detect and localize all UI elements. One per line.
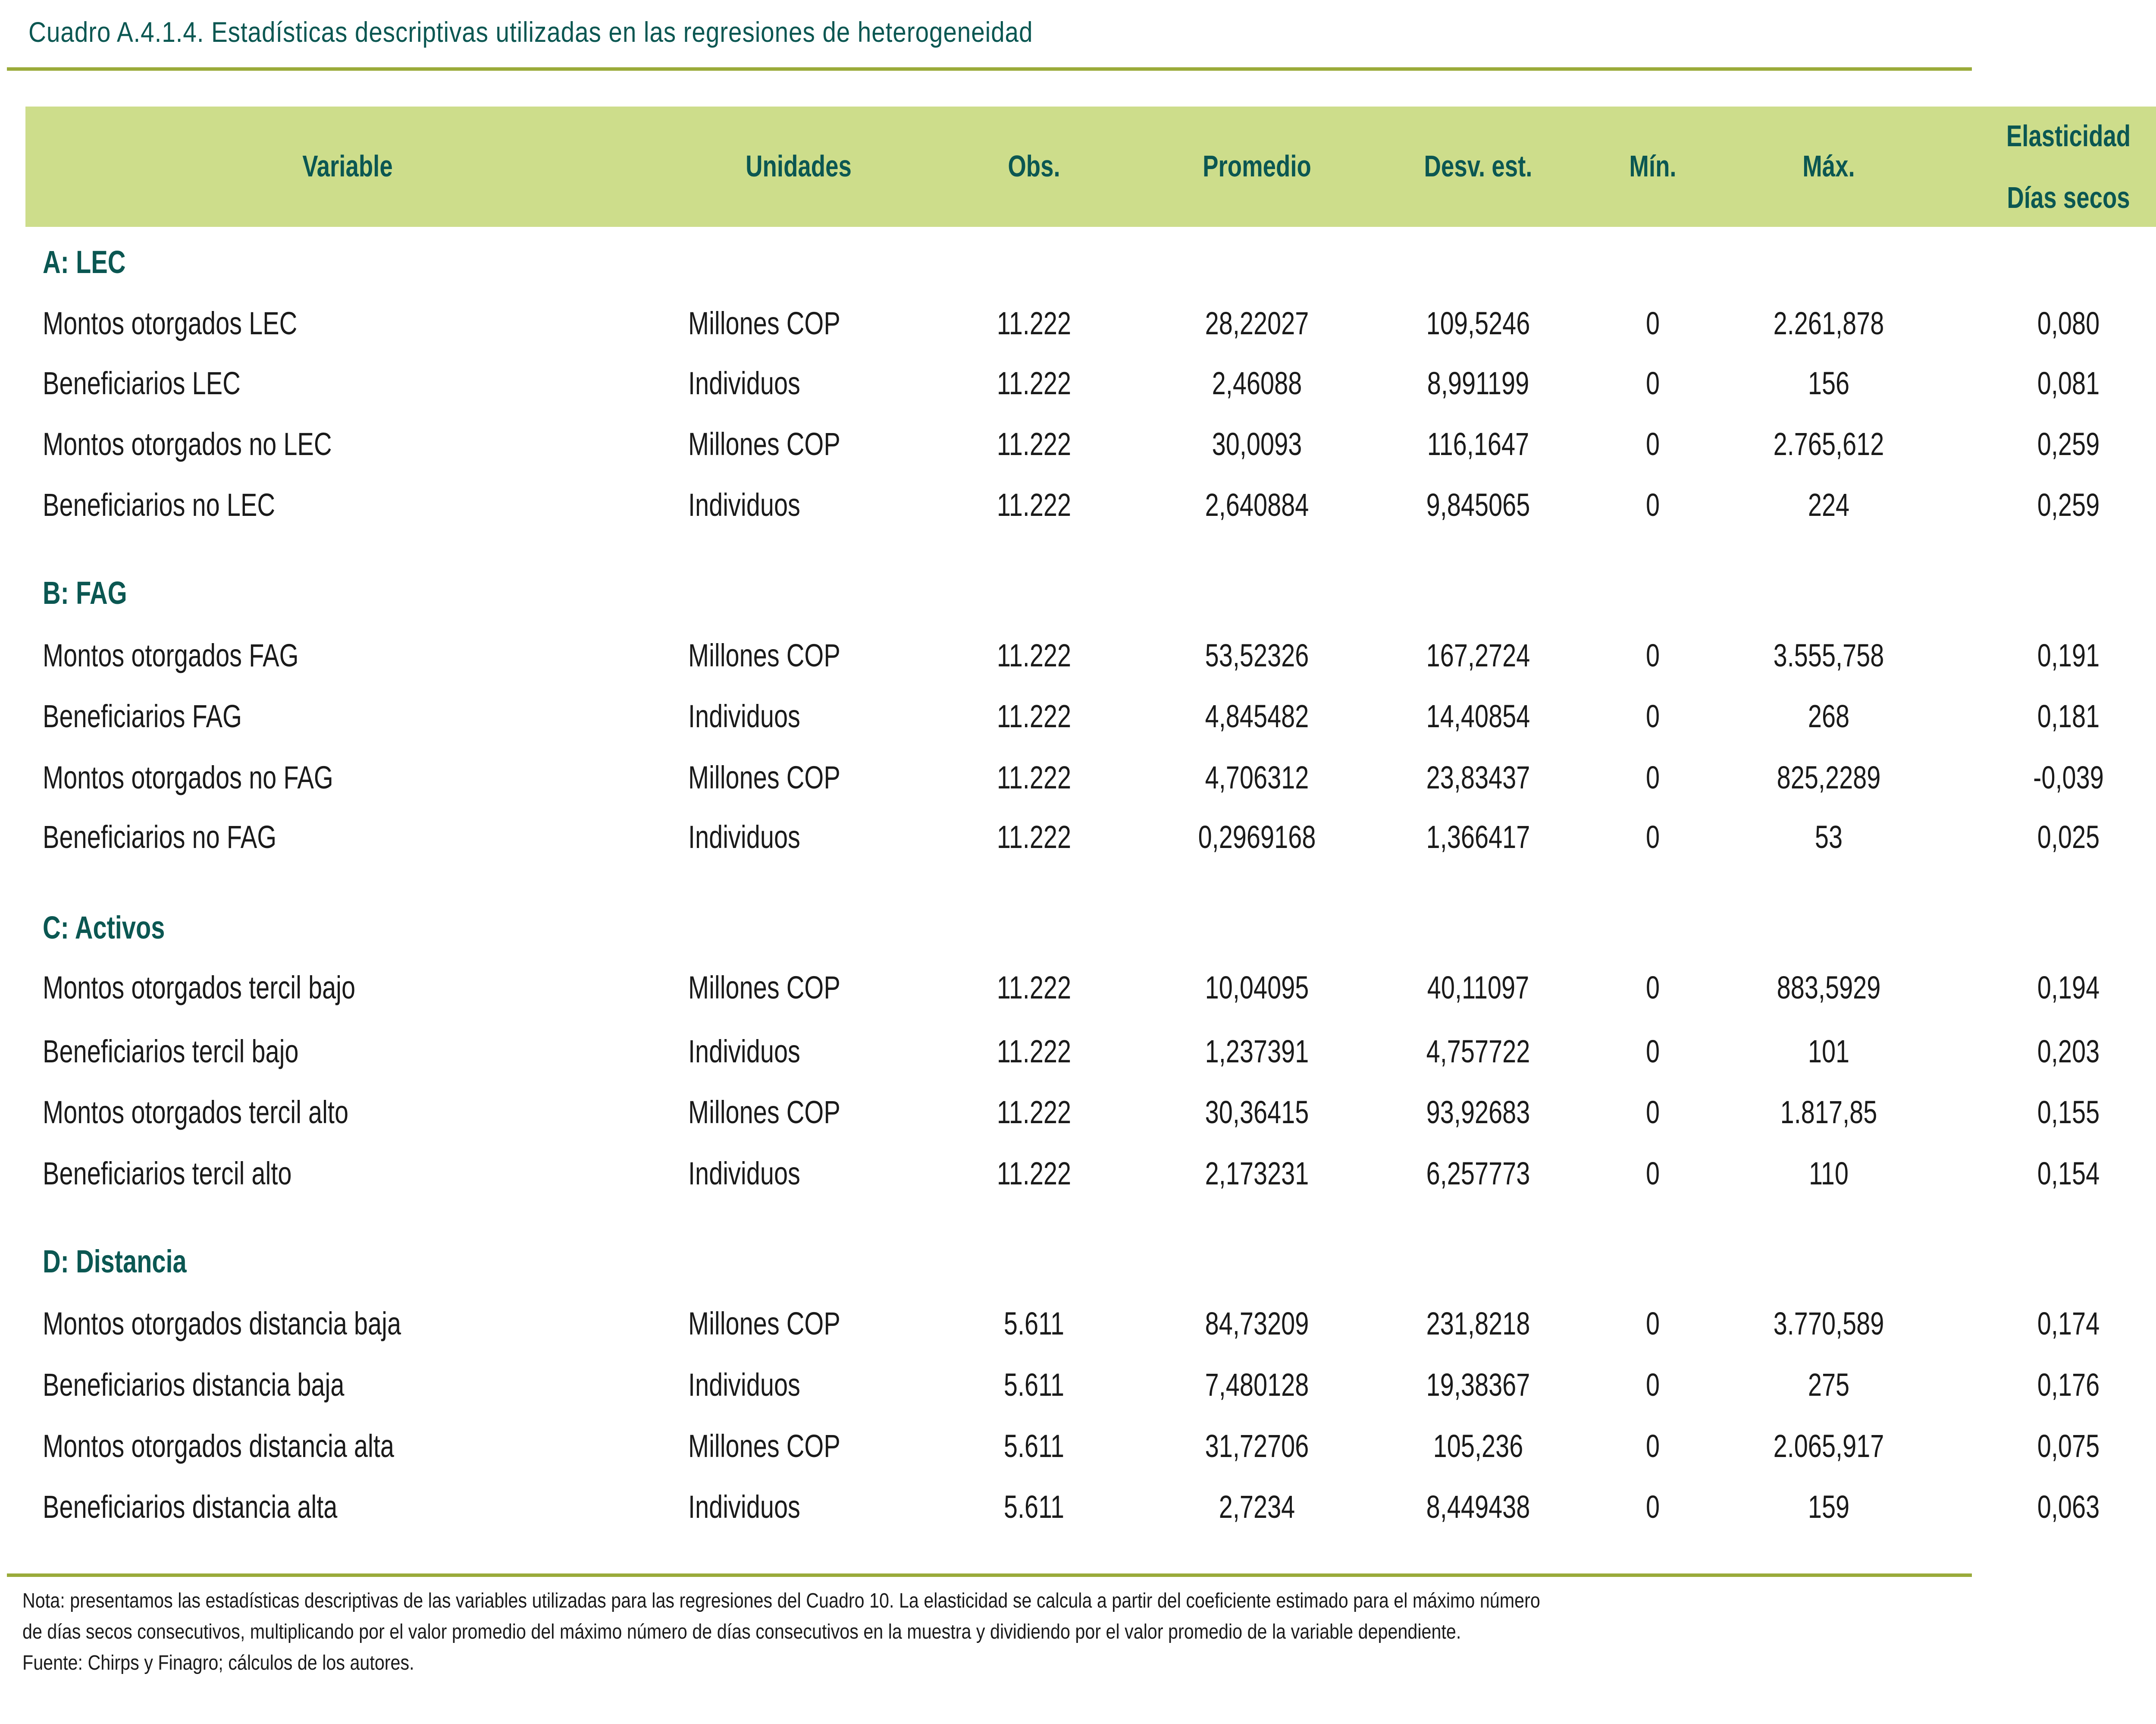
cell-max: 2.765,612 xyxy=(1773,426,1884,462)
cell-min: 0 xyxy=(1645,1489,1660,1525)
cell-elasticidad: 0,154 xyxy=(2037,1156,2100,1191)
cell-min: 0 xyxy=(1645,1306,1660,1341)
cell-variable: Montos otorgados tercil alto xyxy=(43,1094,349,1130)
cell-promedio: 28,22027 xyxy=(1205,305,1309,341)
cell-promedio: 2,46088 xyxy=(1212,365,1302,401)
cell-promedio: 7,480128 xyxy=(1205,1367,1309,1403)
cell-elasticidad: 0,203 xyxy=(2037,1033,2100,1069)
cell-variable: Montos otorgados FAG xyxy=(43,637,299,673)
table-row xyxy=(0,1298,2156,1350)
cell-variable: Montos otorgados no FAG xyxy=(43,760,333,795)
section-label: C: Activos xyxy=(43,910,165,945)
cell-min: 0 xyxy=(1645,698,1660,734)
cell-min: 0 xyxy=(1645,819,1660,855)
header-variable: Variable xyxy=(302,149,393,183)
cell-desv-est: 105,236 xyxy=(1433,1428,1523,1464)
cell-max: 110 xyxy=(1808,1156,1849,1191)
section-label: D: Distancia xyxy=(43,1244,187,1279)
cell-max: 159 xyxy=(1808,1489,1850,1525)
cell-min: 0 xyxy=(1645,305,1660,341)
cell-desv-est: 6,257773 xyxy=(1426,1156,1530,1191)
title-divider xyxy=(7,67,1972,71)
cell-min: 0 xyxy=(1645,426,1660,462)
cell-obs: 5.611 xyxy=(1003,1367,1065,1403)
cell-promedio: 10,04095 xyxy=(1205,970,1309,1005)
cell-unidades: Millones COP xyxy=(688,637,840,673)
table-row xyxy=(0,1359,2156,1411)
cell-desv-est: 19,38367 xyxy=(1426,1367,1530,1403)
header-min: Mín. xyxy=(1629,149,1677,183)
table-row xyxy=(0,752,2156,804)
cell-unidades: Individuos xyxy=(688,819,800,855)
cell-promedio: 53,52326 xyxy=(1205,637,1309,673)
cell-obs: 11.222 xyxy=(997,487,1072,523)
cell-max: 53 xyxy=(1814,819,1843,855)
cell-max: 825,2289 xyxy=(1777,760,1881,795)
table-title-text: Cuadro A.4.1.4. Estadísticas descriptivas utilizadas en las regresiones de heterogeneidad xyxy=(28,16,1033,48)
cell-min: 0 xyxy=(1645,1033,1660,1069)
section-label: B: FAG xyxy=(43,575,127,611)
cell-elasticidad: 0,155 xyxy=(2037,1094,2100,1130)
cell-promedio: 30,36415 xyxy=(1205,1094,1309,1130)
cell-max: 883,5929 xyxy=(1777,970,1881,1005)
cell-unidades: Millones COP xyxy=(688,305,840,341)
cell-desv-est: 167,2724 xyxy=(1426,637,1530,673)
cell-elasticidad: 0,194 xyxy=(2037,970,2100,1005)
cell-obs: 11.222 xyxy=(997,1156,1072,1191)
cell-unidades: Millones COP xyxy=(688,970,840,1005)
cell-obs: 5.611 xyxy=(1003,1489,1065,1525)
table-row xyxy=(0,811,2156,863)
cell-elasticidad: 0,075 xyxy=(2037,1428,2100,1464)
footnote-line-2: de días secos consecutivos, multiplicando por el valor promedio del máximo número de días consecutivos en la muestra y dividiendo por el valor promedio de la variable dependiente. xyxy=(22,1620,1461,1643)
cell-min: 0 xyxy=(1645,1094,1660,1130)
cell-unidades: Individuos xyxy=(688,698,800,734)
cell-elasticidad: 0,176 xyxy=(2037,1367,2100,1403)
cell-elasticidad: 0,063 xyxy=(2037,1489,2100,1525)
cell-variable: Beneficiarios tercil alto xyxy=(43,1156,292,1191)
header-promedio: Promedio xyxy=(1203,149,1311,183)
cell-max: 101 xyxy=(1808,1033,1850,1069)
cell-min: 0 xyxy=(1645,1156,1660,1191)
cell-obs: 5.611 xyxy=(1003,1428,1065,1464)
cell-elasticidad: 0,081 xyxy=(2037,365,2100,401)
cell-desv-est: 8,991199 xyxy=(1427,365,1529,401)
table-row xyxy=(0,1087,2156,1138)
cell-min: 0 xyxy=(1645,365,1660,401)
cell-elasticidad: 0,259 xyxy=(2037,487,2100,523)
cell-variable: Beneficiarios distancia alta xyxy=(43,1489,338,1525)
cell-unidades: Individuos xyxy=(688,365,800,401)
cell-min: 0 xyxy=(1645,1428,1660,1464)
cell-obs: 11.222 xyxy=(997,637,1072,673)
cell-elasticidad: 0,259 xyxy=(2037,426,2100,462)
cell-desv-est: 8,449438 xyxy=(1426,1489,1530,1525)
cell-obs: 11.222 xyxy=(997,1033,1072,1069)
cell-obs: 11.222 xyxy=(997,426,1072,462)
cell-elasticidad: -0,039 xyxy=(2033,760,2104,795)
cell-promedio: 4,845482 xyxy=(1205,698,1309,734)
cell-obs: 5.611 xyxy=(1003,1306,1065,1341)
cell-promedio: 4,706312 xyxy=(1205,760,1309,795)
table-row xyxy=(0,418,2156,470)
cell-obs: 11.222 xyxy=(997,365,1072,401)
footnote-divider xyxy=(7,1573,1972,1577)
cell-unidades: Millones COP xyxy=(688,1428,840,1464)
cell-obs: 11.222 xyxy=(997,970,1072,1005)
cell-min: 0 xyxy=(1645,970,1660,1005)
cell-promedio: 2,7234 xyxy=(1219,1489,1295,1525)
cell-variable: Montos otorgados distancia alta xyxy=(43,1428,394,1464)
cell-variable: Montos otorgados distancia baja xyxy=(43,1306,401,1341)
cell-variable: Beneficiarios no FAG xyxy=(43,819,277,855)
table-row xyxy=(0,630,2156,681)
cell-variable: Montos otorgados tercil bajo xyxy=(43,970,356,1005)
table-row xyxy=(0,691,2156,742)
cell-variable: Beneficiarios no LEC xyxy=(43,487,276,523)
cell-variable: Beneficiarios FAG xyxy=(43,698,242,734)
cell-unidades: Millones COP xyxy=(688,1094,840,1130)
table-row xyxy=(0,358,2156,409)
cell-variable: Montos otorgados LEC xyxy=(43,305,298,341)
cell-unidades: Individuos xyxy=(688,487,800,523)
cell-desv-est: 93,92683 xyxy=(1426,1094,1530,1130)
header-unidades: Unidades xyxy=(746,149,852,183)
cell-max: 3.770,589 xyxy=(1773,1306,1884,1341)
footnote-source: Fuente: Chirps y Finagro; cálculos de los autores. xyxy=(22,1652,414,1674)
section-label: A: LEC xyxy=(43,244,126,280)
cell-obs: 11.222 xyxy=(997,1094,1072,1130)
cell-variable: Beneficiarios tercil bajo xyxy=(43,1033,299,1069)
footnote-line-1: Nota: presentamos las estadísticas descriptivas de las variables utilizadas para las regresiones del Cuadro 10. La elasticidad se calcula a partir del coeficiente estimado para el máximo número xyxy=(22,1589,1540,1612)
cell-max: 2.261,878 xyxy=(1773,305,1884,341)
table-row xyxy=(0,962,2156,1014)
table-row xyxy=(0,1026,2156,1077)
cell-unidades: Millones COP xyxy=(688,760,840,795)
cell-promedio: 2,640884 xyxy=(1205,487,1309,523)
cell-desv-est: 9,845065 xyxy=(1426,487,1530,523)
table-title xyxy=(28,16,1197,48)
cell-variable: Beneficiarios LEC xyxy=(43,365,241,401)
table-row xyxy=(0,1148,2156,1200)
cell-desv-est: 23,83437 xyxy=(1426,760,1530,795)
cell-max: 2.065,917 xyxy=(1773,1428,1884,1464)
cell-min: 0 xyxy=(1645,760,1660,795)
cell-desv-est: 231,8218 xyxy=(1426,1306,1530,1341)
cell-promedio: 1,237391 xyxy=(1205,1033,1309,1069)
cell-desv-est: 109,5246 xyxy=(1426,305,1530,341)
header-dias-secos: Días secos xyxy=(2007,181,2130,214)
cell-desv-est: 40,11097 xyxy=(1427,970,1529,1005)
cell-elasticidad: 0,174 xyxy=(2037,1306,2100,1341)
cell-max: 224 xyxy=(1808,487,1850,523)
cell-promedio: 30,0093 xyxy=(1212,426,1302,462)
cell-min: 0 xyxy=(1645,1367,1660,1403)
cell-max: 268 xyxy=(1808,698,1850,734)
table-row xyxy=(0,298,2156,349)
table-row xyxy=(0,1481,2156,1533)
cell-elasticidad: 0,191 xyxy=(2037,637,2100,673)
cell-variable: Beneficiarios distancia baja xyxy=(43,1367,345,1403)
cell-promedio: 0,2969168 xyxy=(1198,819,1316,855)
cell-unidades: Millones COP xyxy=(688,426,840,462)
header-max: Máx. xyxy=(1802,149,1855,183)
cell-min: 0 xyxy=(1645,487,1660,523)
cell-desv-est: 14,40854 xyxy=(1426,698,1530,734)
cell-max: 1.817,85 xyxy=(1780,1094,1877,1130)
cell-variable: Montos otorgados no LEC xyxy=(43,426,332,462)
cell-obs: 11.222 xyxy=(997,698,1072,734)
cell-unidades: Individuos xyxy=(688,1156,800,1191)
header-elasticidad: Elasticidad xyxy=(2006,119,2131,153)
cell-unidades: Individuos xyxy=(688,1033,800,1069)
cell-desv-est: 1,366417 xyxy=(1426,819,1530,855)
cell-obs: 11.222 xyxy=(997,305,1072,341)
cell-max: 275 xyxy=(1808,1367,1850,1403)
cell-promedio: 31,72706 xyxy=(1205,1428,1309,1464)
cell-unidades: Millones COP xyxy=(688,1306,840,1341)
cell-max: 3.555,758 xyxy=(1773,637,1884,673)
cell-unidades: Individuos xyxy=(688,1367,800,1403)
table-row xyxy=(0,1420,2156,1472)
cell-promedio: 2,173231 xyxy=(1205,1156,1309,1191)
cell-promedio: 84,73209 xyxy=(1205,1306,1309,1341)
cell-elasticidad: 0,181 xyxy=(2037,698,2100,734)
cell-min: 0 xyxy=(1645,637,1660,673)
cell-desv-est: 116,1647 xyxy=(1427,426,1529,462)
header-obs: Obs. xyxy=(1008,149,1060,183)
cell-obs: 11.222 xyxy=(997,760,1072,795)
cell-max: 156 xyxy=(1808,365,1850,401)
table-row xyxy=(0,479,2156,531)
cell-desv-est: 4,757722 xyxy=(1426,1033,1530,1069)
cell-elasticidad: 0,025 xyxy=(2037,819,2100,855)
header-desv-est: Desv. est. xyxy=(1424,149,1532,183)
cell-unidades: Individuos xyxy=(688,1489,800,1525)
cell-obs: 11.222 xyxy=(997,819,1072,855)
cell-elasticidad: 0,080 xyxy=(2037,305,2100,341)
